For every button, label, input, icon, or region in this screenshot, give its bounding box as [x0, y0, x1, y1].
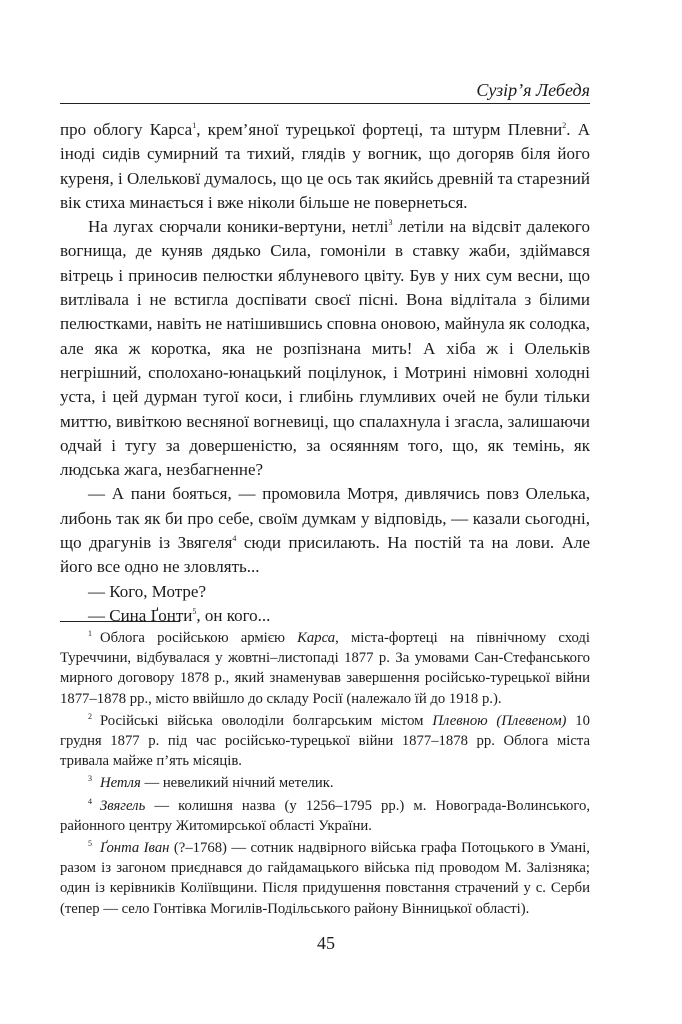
- paragraph-4: — Кого, Мотре?: [88, 581, 206, 601]
- footnote-ref-5: 5: [192, 606, 197, 616]
- header-rule: [60, 103, 590, 104]
- paragraph-1: про облогу Карса$^1$, крем’яної турецької фортеці, та штурм Плевни$^2$. А іноді сидів сумирний та тихий, глядів у вогник, що догоряв біля його куреня, і Олельковї думалось, що це ось так якийсь древній та старезний вік стиха минається і вже ніколи більше не повернеться.: [60, 120, 590, 212]
- footnote-1: $^1$ Облога російською армією Карса, міста-фортеці на північному сході Туреччини, відбувалася у жовтні–листопаді 1877 р. За умовами Сан-Стефанського мирного договору 1878 р., який знаменував завершення російсько-турецької війни 1877–1878 рр., місто ввійшло до складу Росії (належало їй до 1918 р.).: [60, 629, 590, 707]
- footnote-5: $^5$ Ґонта Іван (?–1768) — сотник надвірного війська графа Потоцького в Умані, разом із загоном приєднався до гайдамацького війська під проводом М. Залізняка; один із керівників Коліївщини. Після придушення повстання страчений у с. Серби (тепер — село Гонтівка Могилів-Подільського району Вінницької області).: [60, 839, 590, 917]
- footnote-2: $^2$ Російські війська оволоділи болгарським містом Плевною (Плевеном) 10 грудня 1877 р. під час російсько-турецької війни 1877–1878 рр. Облога міста тривала майже п’ять місяців.: [60, 711, 590, 770]
- footnotes: [60, 628, 590, 921]
- footnote-ref-4: 4: [232, 534, 237, 544]
- footnote-rule: [60, 621, 180, 622]
- paragraph-5: — Сина Ґонти$^5$, он кого...: [88, 605, 271, 625]
- main-text: [60, 118, 590, 628]
- paragraph-2: На лугах сюрчали коники-вертуни, нетлі$^3$ летіли на відсвіт далекого вогнища, де куняв дядько Сила, гомоніли в ставку жаби, здіймався вітрець і приносив пелюстки яблуневого цвіту. Був у них сум весни, що витлівала і не встигла доспівати своєї пісні. Вона відлітала з білими пелюстками, навіть не натішившись сповна оновою, майнула як солодка, але яка ж коротка, яка не розпізнана мить! А хіба ж і Олельків негрішний, сполохано-юнацький поцілунок, і Мотрині німовні холодні уста, і цей дурман тугої коси, і глибінь глумливих очей не були тільки миттю, вивіткою весняної вогневиці, що спалахнула і згасла, залишаючи одчай і тугу за довершеністю, за осяянням того, що, як темінь, як людська жага, незбагненне?: [60, 217, 591, 480]
- footnote-4: $^4$ Звягель — колишня назва (у 1256–1795 рр.) м. Новограда-Волинського, районного центру Житомирської області України.: [60, 796, 590, 834]
- footnote-3: $^3$ Нетля — невеликий нічний метелик.: [88, 774, 334, 792]
- running-header: Сузір’я Лебедя: [476, 80, 590, 100]
- footnote-ref-1: 1: [192, 121, 197, 130]
- footnote-ref-2: 2: [562, 121, 567, 130]
- page-number: 45: [317, 933, 335, 953]
- footnote-ref-3: 3: [388, 218, 393, 228]
- paragraph-3: — А пани бояться, — промовила Мотря, дивлячись повз Олелька, либонь так як би про себе, своїм думкам у відповідь, — казали сьогодні, що драгунів із Звягеля$^4$ сюди присилають. На постій та на лови. Але його все одно не зловлять...: [60, 484, 590, 577]
